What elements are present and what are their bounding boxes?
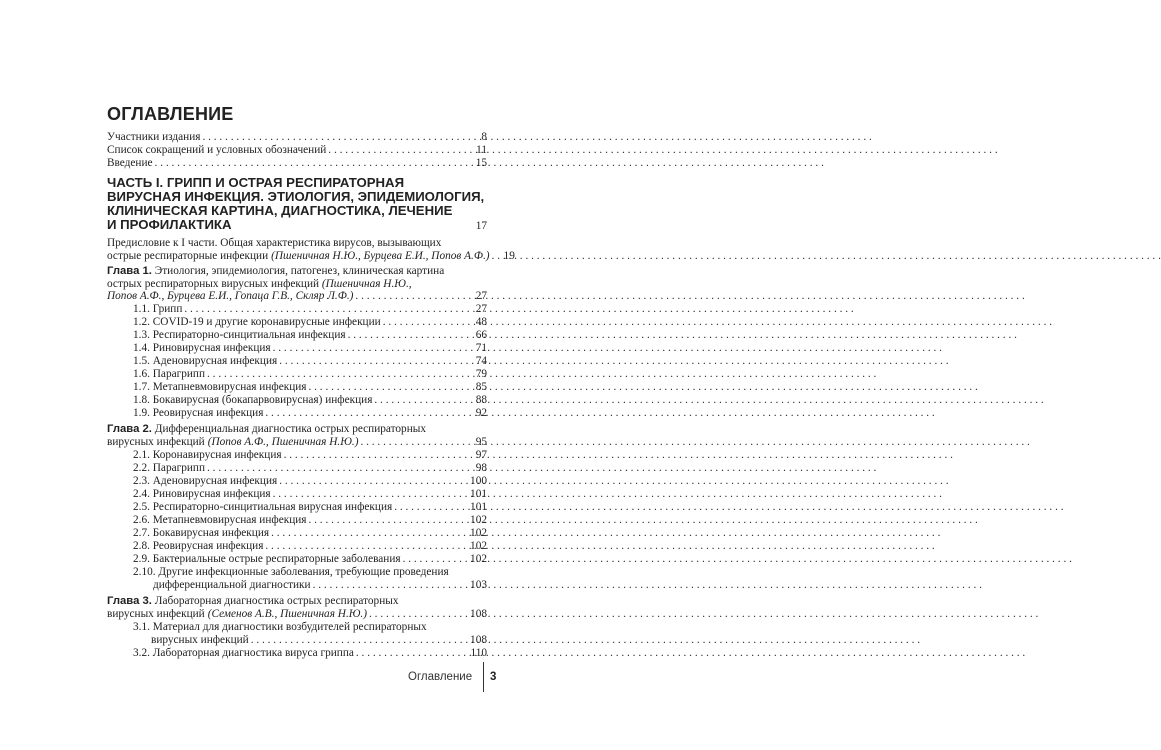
- entry-title: Участники издания: [107, 131, 201, 143]
- chapter-authors: Попов А.Ф., Бурцева Е.И., Гопаца Г.В., Скляр Л.Ф.): [107, 290, 354, 302]
- toc-section-2-1[interactable]: [133, 449, 487, 462]
- toc-chapter-1[interactable]: [107, 265, 487, 303]
- section-page: 98: [475, 462, 487, 474]
- toc-section-2-6[interactable]: [133, 514, 487, 527]
- leader-dots: [374, 394, 473, 407]
- section-title: 2.1. Коронавирусная инфекция: [133, 449, 282, 461]
- leader-dots: [273, 342, 474, 355]
- part-title-line: КЛИНИЧЕСКАЯ КАРТИНА, ДИАГНОСТИКА, ЛЕЧЕНИЕ: [107, 203, 453, 218]
- section-page: 101: [470, 488, 487, 500]
- toc-heading: ОГЛАВЛЕНИЕ: [107, 104, 234, 124]
- section-title: 1.5. Аденовирусная инфекция: [133, 355, 278, 367]
- toc-entry-preface[interactable]: [107, 237, 515, 262]
- toc-section-3-1[interactable]: [133, 621, 487, 646]
- toc-section-1-3[interactable]: [133, 329, 487, 342]
- section-title: 2.2. Парагрипп: [133, 462, 206, 474]
- leader-dots: [284, 449, 474, 462]
- section-title-line: 3.1. Материал для диагностики возбудителей респираторных: [133, 621, 427, 633]
- section-title: 2.5. Респираторно-синцитиальная вирусная инфекция: [133, 501, 393, 513]
- section-page: 100: [470, 475, 487, 487]
- section-page: 101: [470, 501, 487, 513]
- section-title: 1.7. Метапневмовирусная инфекция: [133, 381, 307, 393]
- leader-dots: [155, 157, 474, 170]
- leader-dots: [492, 250, 502, 263]
- toc-section-1-9[interactable]: [133, 407, 487, 420]
- chapter-title-line: острых респираторных вирусных инфекций: [107, 277, 320, 290]
- toc-section-2-9[interactable]: [133, 553, 487, 566]
- section-page: 74: [475, 355, 487, 367]
- section-page: 102: [470, 540, 487, 552]
- section-title: 3.2. Лабораторная диагностика вируса гриппа: [133, 647, 354, 659]
- section-page: 97: [475, 449, 487, 461]
- leader-dots: [348, 329, 474, 342]
- chapter-label: Глава 2.: [107, 423, 152, 435]
- leader-dots: [355, 290, 473, 303]
- chapter-authors: (Семенов А.В., Пшеничная Н.Ю.): [207, 607, 368, 620]
- leader-dots: [265, 407, 473, 420]
- section-page: 27: [475, 303, 487, 315]
- chapter-label: Глава 3.: [107, 595, 152, 607]
- toc-section-2-10[interactable]: [133, 566, 487, 591]
- part-title-line: ЧАСТЬ I. ГРИПП И ОСТРАЯ РЕСПИРАТОРНАЯ: [107, 175, 405, 190]
- section-page: 66: [475, 329, 487, 341]
- leader-dots: [279, 475, 468, 488]
- toc-section-1-6[interactable]: [133, 368, 487, 381]
- leader-dots: [265, 540, 468, 553]
- chapter-title-line: вирусных инфекций: [107, 435, 205, 448]
- section-page: 92: [475, 407, 487, 419]
- section-page: 79: [475, 368, 487, 380]
- section-title: 1.2. COVID-19 и другие коронавирусные инфекции: [133, 316, 381, 328]
- toc-chapter-2[interactable]: [107, 423, 487, 448]
- leader-dots: [202, 131, 479, 144]
- toc-section-1-8[interactable]: [133, 394, 487, 407]
- section-title: 2.7. Бокавирусная инфекция: [133, 527, 270, 539]
- entry-title-line: острые респираторные инфекции: [107, 249, 269, 262]
- section-page: 85: [475, 381, 487, 393]
- chapter-page: 27: [475, 290, 487, 302]
- toc-section-1-2[interactable]: [133, 316, 487, 329]
- section-title: 1.6. Парагрипп: [133, 368, 206, 380]
- entry-title: Введение: [107, 157, 153, 169]
- toc-entry-introduction[interactable]: [107, 157, 487, 170]
- section-title: 1.4. Риновирусная инфекция: [133, 342, 271, 354]
- leader-dots: [271, 527, 468, 540]
- section-title-line: дифференциальной диагностики: [153, 578, 311, 591]
- section-title-line: 2.10. Другие инфекционные заболевания, требующие проведения: [133, 566, 449, 578]
- leader-dots: [383, 316, 474, 329]
- leader-dots: [356, 647, 469, 660]
- page-number: 3: [490, 671, 497, 683]
- section-page: 103: [470, 578, 487, 591]
- toc-section-1-5[interactable]: [133, 355, 487, 368]
- section-title: 2.8. Реовирусная инфекция: [133, 540, 264, 552]
- chapter-label: Глава 1.: [107, 265, 152, 277]
- section-page: 110: [470, 647, 487, 659]
- leader-dots: [369, 608, 468, 621]
- entry-page: 8: [481, 131, 487, 143]
- toc-chapter-3[interactable]: [107, 595, 487, 620]
- chapter-page: 95: [475, 435, 487, 448]
- toc-section-2-8[interactable]: [133, 540, 487, 553]
- toc-section-2-5[interactable]: [133, 501, 487, 514]
- part-title-line: И ПРОФИЛАКТИКА: [107, 217, 232, 232]
- leader-dots: [360, 436, 473, 449]
- leader-dots: [207, 462, 474, 475]
- leader-dots: [251, 634, 468, 647]
- entry-page: 11: [476, 144, 487, 156]
- leader-dots: [273, 488, 468, 501]
- part-title-line: ВИРУСНАЯ ИНФЕКЦИЯ. ЭТИОЛОГИЯ, ЭПИДЕМИОЛОГИЯ,: [107, 189, 485, 204]
- toc-entry-abbreviations[interactable]: [107, 144, 487, 157]
- leader-dots: [207, 368, 474, 381]
- running-footer-title: Оглавление: [408, 671, 473, 683]
- section-title: 2.4. Риновирусная инфекция: [133, 488, 271, 500]
- section-page: 88: [475, 394, 487, 406]
- section-page: 102: [470, 527, 487, 539]
- toc-section-3-2[interactable]: [133, 647, 487, 660]
- chapter-authors: (Попов А.Ф., Пшеничная Н.Ю.): [207, 435, 359, 448]
- leader-dots: [313, 579, 468, 592]
- leader-dots: [403, 553, 468, 566]
- section-title: 1.3. Респираторно-синцитиальная инфекция: [133, 329, 346, 341]
- toc-section-1-1[interactable]: [133, 303, 487, 316]
- toc-section-1-4[interactable]: [133, 342, 487, 355]
- toc-part-1[interactable]: [107, 176, 487, 233]
- chapter-page: 108: [470, 607, 487, 620]
- section-title: 2.3. Аденовирусная инфекция: [133, 475, 278, 487]
- section-page: 102: [470, 514, 487, 526]
- entry-page: 15: [475, 157, 487, 169]
- toc-section-2-2[interactable]: [133, 462, 487, 475]
- chapter-title-line: Этиология, эпидемиология, патогенез, клиническая картина: [154, 265, 445, 277]
- part-page: 17: [475, 220, 487, 232]
- footer-divider: [483, 662, 484, 692]
- toc-section-1-7[interactable]: [133, 381, 487, 394]
- leader-dots: [328, 144, 474, 157]
- chapter-title-line: Дифференциальная диагностика острых респираторных: [154, 423, 426, 435]
- chapter-title-line: Лабораторная диагностика острых респираторных: [154, 595, 399, 607]
- section-title: 2.9. Бактериальные острые респираторные заболевания: [133, 553, 401, 565]
- section-title-line: вирусных инфекций: [151, 633, 249, 646]
- section-page: 71: [475, 342, 487, 354]
- leader-dots: [309, 514, 469, 527]
- section-title: 2.6. Метапневмовирусная инфекция: [133, 514, 307, 526]
- leader-dots: [184, 303, 473, 316]
- chapter-title-line: вирусных инфекций: [107, 607, 205, 620]
- toc-entry-contributors[interactable]: [107, 131, 487, 144]
- section-title: 1.1. Грипп: [133, 303, 183, 315]
- leader-dots: [309, 381, 474, 394]
- section-title: 1.9. Реовирусная инфекция: [133, 407, 264, 419]
- chapter-authors: (Пшеничная Н.Ю.,: [321, 277, 412, 290]
- entry-page: 19: [503, 249, 515, 262]
- leader-dots: [394, 501, 468, 514]
- section-page: 48: [475, 316, 487, 328]
- leader-dots: [279, 355, 473, 368]
- entry-title: Список сокращений и условных обозначений: [107, 144, 327, 156]
- section-page: 102: [470, 553, 487, 565]
- toc-section-2-4[interactable]: [133, 488, 487, 501]
- toc-section-2-3[interactable]: [133, 475, 487, 488]
- section-page: 108: [470, 633, 487, 646]
- section-title: 1.8. Бокавирусная (бокапарвовирусная) инфекция: [133, 394, 373, 406]
- entry-authors: (Пшеничная Н.Ю., Бурцева Е.И., Попов А.Ф.): [271, 249, 490, 262]
- entry-title-line: Предисловие к I части. Общая характеристика вирусов, вызывающих: [107, 237, 442, 249]
- toc-section-2-7[interactable]: [133, 527, 487, 540]
